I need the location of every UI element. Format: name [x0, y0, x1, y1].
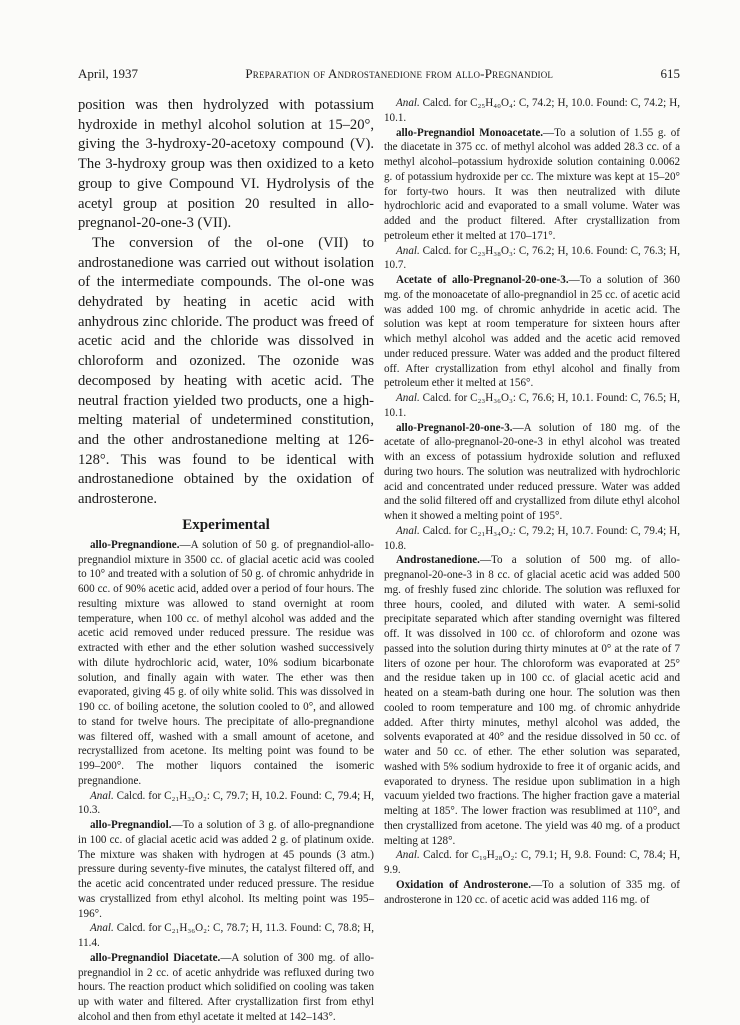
- procedure-text: —To a solution of 500 mg. of allo-pregnanol-20-one-3 in 8 cc. of glacial acetic acid was added 500 mg. of freshly fused zinc chloride. The solution was refluxed for three hours, cooled, and diluted with water. A semi-solid precipitate separated which after standing overnight was filtered off. It was dissolved in 100 cc. of chloroform and ozone was passed into the solution during thirty minutes at 0° at the rate of 7 liters of ozone per hour. The chloroform was evaporated at 25° and the residue taken up in 100 cc. of glacial acetic acid and heated on a steam-bath during one hour. The solution was then cooled to room temperature and 100 mg. of chromic anhydride added. After thirty minutes, methyl alcohol was added, the solvents evaporated at 40° and the residue dissolved in 50 cc. of water and 50 cc. of ether. The ether solution was separated, washed with 5% sodium hydroxide to free it of organic acids, and evaporated to dryness. The residue upon sublimation in a high vacuum yielded two fractions. The higher fraction gave a material melting at 185°. The lower fraction was resublimed at 110°, and then crystallized from acetone. The yield was 40 mg. of a product melting at 128°.: [384, 554, 680, 847]
- procedure-paragraph: [384, 126, 680, 244]
- procedure-text: —A solution of 50 g. of pregnandiol-allo-pregnandiol mixture in 3500 cc. of glacial acetic acid was cooled to 10° and treated with a solution of 50 g. of chromic anhydride in 600 cc. of 90% acetic acid, added over a period of four hours. The resulting mixture was allowed to stand overnight at room temperature, when 100 cc. of methyl alcohol was added and the acetic acid removed under reduced pressure. The residue was extracted with ether and the ether solution washed successively with dilute hydrochloric acid, water, 10% sodium bicarbonate solution, and finally again with water. The ether was then evaporated, giving 45 g. of oily white solid. This was dissolved in 190 cc. of boiling acetone, the solution cooled to 0°, and allowed to stand for twelve hours. The precipitate of allo-pregnandione was filtered off, washed with a small amount of acetone, and recrystallized from acetone. Its melting point was found to be 199–200°. The mother liquors contained the isomeric pregnandione.: [78, 538, 374, 787]
- analysis-label: Anal.: [396, 97, 420, 109]
- analysis-label: Anal.: [396, 524, 420, 537]
- procedure-paragraph: [384, 421, 680, 524]
- analysis-label: Anal.: [396, 392, 420, 404]
- procedure-text: —To a solution of 3 g. of allo-pregnandione in 100 cc. of glacial acetic acid was added 2 g. of platinum oxide. The mixture was shaken with hydrogen at 45 pounds (3 atm.) pressure during seventy-five minutes, the catalyst filtered off, and the acetic acid concentrated under reduced pressure. The residue was crystallized from ethyl alcohol. Its melting point was 195–196°.: [78, 819, 374, 920]
- procedure-paragraph: [78, 818, 374, 921]
- analysis-paragraph: [384, 391, 680, 421]
- running-title: Preparation of Androstanedione from allo-Pregnandiol: [245, 66, 554, 81]
- procedure-text: —A solution of 300 mg. of allo-pregnandiol in 2 cc. of acetic anhydride was refluxed during two hours. The reaction product which solidified on cooling was taken up with water and filtered. After crystallization first from ethyl alcohol and then from ethyl acetate it melted at 142–143°.: [78, 951, 374, 1023]
- procedure-text: —To a solution of 360 mg. of the monoacetate of allo-pregnandiol in 25 cc. of acetic acid was added 100 mg. of chromic anhydride in acetic acid. The solution was kept at room temperature for sixteen hours after which methyl alcohol was added and the acetic acid removed under reduced pressure. Water was added and the product filtered off. After crystallization from ethyl alcohol and finally from petroleum ether it melted at 156°.: [384, 274, 680, 390]
- analysis-paragraph: [78, 921, 374, 951]
- issue-date: April, 1937: [78, 66, 138, 81]
- procedure-title: allo-Pregnandiol Diacetate.: [90, 951, 221, 964]
- analysis-text: Calcd. for C₂₃H₃₈O₃: C, 76.2; H, 10.6. Found: C, 76.3; H, 10.7.: [384, 244, 680, 272]
- experimental-heading: Experimental: [182, 516, 270, 533]
- procedure-paragraph: [78, 951, 374, 1025]
- procedure-text: —To a solution of 1.55 g. of the diacetate in 375 cc. of methyl alcohol was added 28.3 cc. of a methyl alcohol–potassium hydroxide solution containing 0.0062 g. of potassium hydroxide per cc. The mixture was kept at 15–20° for forty-two hours. It was then neutralized with dilute hydrochloric acid and evaporated to a small volume. Water was added and the product filtered. After crystallization from petroleum ether it melted at 170–171°.: [384, 126, 680, 242]
- analysis-text: Calcd. for C₂₁H₃₆O₂: C, 78.7; H, 11.3. Found: C, 78.8; H, 11.4.: [78, 922, 374, 950]
- intro-paragraph: The conversion of the ol-one (VII) to androstanedione was carried out without isolation of the intermediate compounds. The ol-one was dehydrated by heating in acetic acid with anhydrous zinc chloride. The product was freed of acetic acid and the chloride was dissolved in chloroform and ozonized. The ozonide was decomposed by heating with acetic acid. The neutral fraction yielded two products, one a high-melting material of undetermined constitution, and the other androstanedione melting at 126-128°. This was found to be identical with androstanedione obtained by the oxidation of androsterone.: [78, 234, 374, 508]
- analysis-paragraph: [384, 848, 680, 878]
- analysis-text: Calcd. for C₂₁H₃₂O₂: C, 79.7; H, 10.2. Found: C, 79.4; H, 10.3.: [78, 789, 374, 817]
- procedure-title: allo-Pregnandione.: [90, 538, 180, 551]
- procedure-text: —To a solution of 335 mg. of androsterone in 120 cc. of acetic acid was added 116 mg. of: [384, 878, 680, 906]
- analysis-paragraph: [384, 244, 680, 274]
- analysis-label: Anal.: [90, 922, 114, 935]
- analysis-paragraph: [384, 524, 680, 554]
- procedure-paragraph: [384, 878, 680, 908]
- procedure-title: Androstanedione.: [396, 554, 480, 567]
- procedure-paragraph: [384, 553, 680, 848]
- page-number: 615: [660, 66, 680, 81]
- analysis-text: Calcd. for C₂₅H₄₀O₄: C, 74.2; H, 10.0. Found: C, 74.2; H, 10.1.: [384, 97, 680, 124]
- analysis-label: Anal.: [396, 849, 420, 862]
- procedure-title: Oxidation of Androsterone.: [396, 878, 531, 891]
- procedure-text: —A solution of 180 mg. of the acetate of allo-pregnanol-20-one-3 in ethyl alcohol was treated with an excess of potassium hydroxide solution and refluxed during two hours. The solution was neutralized with hydrochloric acid and concentrated under reduced pressure. Water was added and the solid filtered off and crystallized from dilute ethyl alcohol when it showed a melting point of 195°.: [384, 421, 680, 522]
- analysis-label: Anal.: [396, 244, 420, 257]
- procedure-paragraph: [384, 273, 680, 391]
- analysis-text: Calcd. for C₁₉H₂₈O₂: C, 79.1; H, 9.8. Found: C, 78.4; H, 9.9.: [384, 849, 680, 876]
- analysis-label: Anal.: [90, 789, 114, 802]
- procedure-paragraph: [78, 538, 374, 789]
- analysis-text: Calcd. for C₂₃H₃₆O₃: C, 76.6; H, 10.1. Found: C, 76.5; H, 10.1.: [384, 392, 680, 419]
- intro-paragraph: position was then hydrolyzed with potassium hydroxide in methyl alcohol solution at 15–20°, giving the 3-hydroxy-20-acetoxy compound (V). The 3-hydroxy group was then oxidized to a keto group to give Compound VI. Hydrolysis of the acetyl group at position 20 resulted in allo-pregnanol-20-one-3 (VII).: [78, 97, 374, 232]
- left-column: [78, 96, 374, 1025]
- procedure-title: Acetate of allo-Pregnanol-20-one-3.: [396, 274, 569, 286]
- analysis-text: Calcd. for C₂₁H₃₄O₂: C, 79.2; H, 10.7. Found: C, 79.4; H, 10.8.: [384, 524, 680, 552]
- analysis-paragraph: [384, 96, 680, 126]
- procedure-title: allo-Pregnanol-20-one-3.: [396, 421, 513, 434]
- procedure-title: allo-Pregnandiol Monoacetate.: [396, 126, 544, 139]
- right-column: [384, 96, 680, 907]
- procedure-title: allo-Pregnandiol.: [90, 819, 172, 832]
- analysis-paragraph: [78, 789, 374, 819]
- page-header: [78, 66, 680, 82]
